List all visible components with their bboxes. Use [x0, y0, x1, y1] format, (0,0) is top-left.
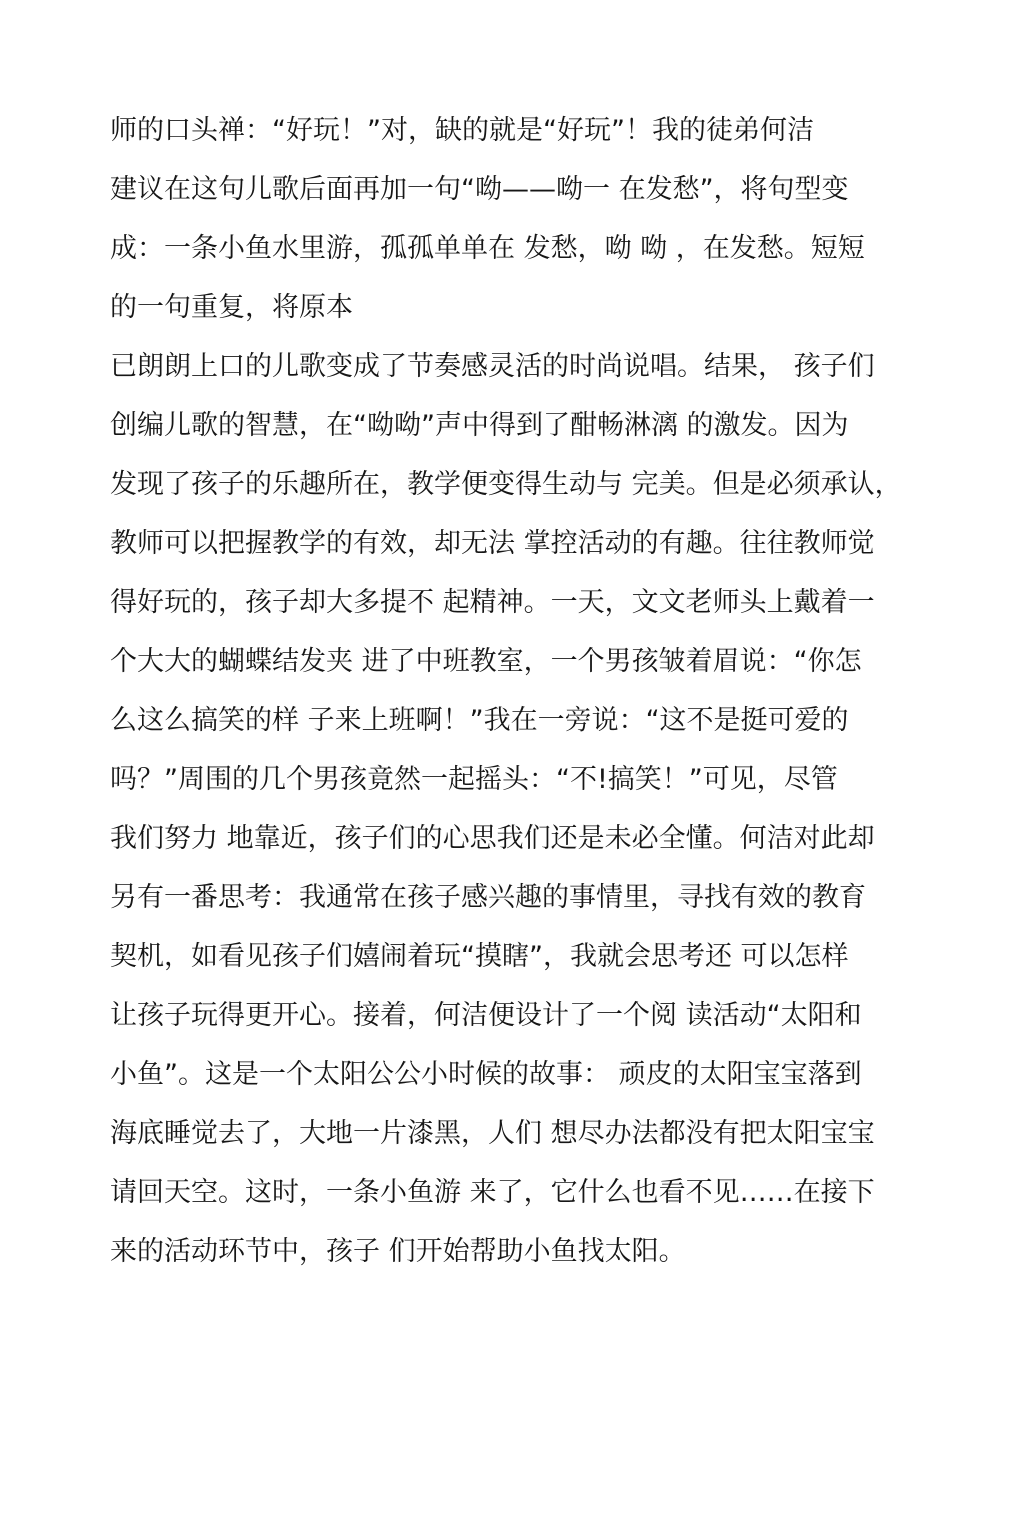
- text-line: 小鱼”。这是一个太阳公公小时候的故事： 顽皮的太阳宝宝落到: [110, 1059, 862, 1090]
- text-line: 海底睡觉去了，大地一片漆黑，人们 想尽办法都没有把太阳宝宝: [110, 1118, 875, 1149]
- text-line: 得好玩的，孩子却大多提不 起精神。一天，文文老师头上戴着一: [110, 587, 875, 618]
- text-line: 我们努力 地靠近，孩子们的心思我们还是未必全懂。何洁对此却: [110, 823, 875, 854]
- text-line: 个大大的蝴蝶结发夹 进了中班教室，一个男孩皱着眉说：“你怎: [110, 646, 862, 677]
- text-line: 契机，如看见孩子们嬉闹着玩“摸瞎”，我就会思考还 可以怎样: [110, 941, 849, 972]
- text-line: 另有一番思考：我通常在孩子感兴趣的事情里，寻找有效的教育: [110, 882, 866, 913]
- text-line: 来的活动环节中，孩子 们开始帮助小鱼找太阳。: [110, 1236, 686, 1267]
- text-line: 请回天空。这时，一条小鱼游 来了，它什么也看不见……在接下: [110, 1177, 875, 1208]
- text-line: 么这么搞笑的样 子来上班啊！”我在一旁说：“这不是挺可爱的: [110, 705, 849, 736]
- text-line: 师的口头禅：“好玩！”对，缺的就是“好玩”！我的徒弟何洁: [110, 115, 814, 146]
- text-line: 的一句重复，将原本: [110, 292, 353, 323]
- text-line: 教师可以把握教学的有效，却无法 掌控活动的有趣。往往教师觉: [110, 528, 875, 559]
- body-text: [110, 108, 940, 1288]
- text-line: 创编儿歌的智慧，在“呦呦”声中得到了酣畅淋漓 的激发。因为: [110, 410, 849, 441]
- text-line: 建议在这句儿歌后面再加一句“呦——呦一 在发愁”，将句型变: [110, 174, 849, 205]
- text-line: 吗？”周围的几个男孩竟然一起摇头：“不!搞笑！”可见，尽管: [110, 764, 838, 795]
- text-line: 成：一条小鱼水里游，孤孤单单在 发愁，呦 呦 ，在发愁。短短: [110, 233, 865, 264]
- text-line: 发现了孩子的乐趣所在，教学便变得生动与 完美。但是必须承认，: [110, 469, 902, 500]
- text-line: 让孩子玩得更开心。接着，何洁便设计了一个阅 读活动“太阳和: [110, 1000, 862, 1031]
- text-line: 已朗朗上口的儿歌变成了节奏感灵活的时尚说唱。结果， 孩子们: [110, 351, 875, 382]
